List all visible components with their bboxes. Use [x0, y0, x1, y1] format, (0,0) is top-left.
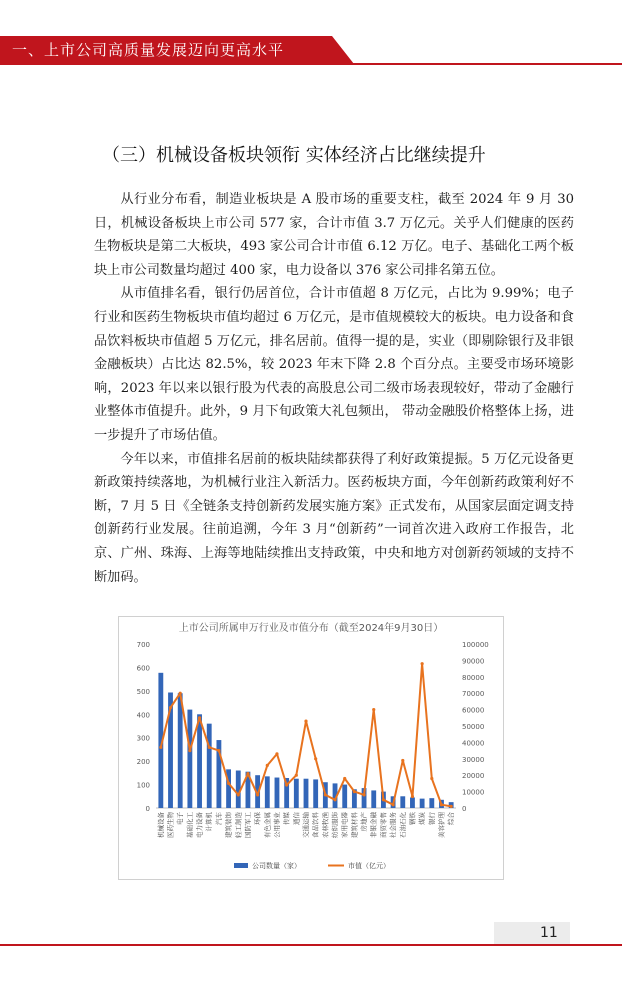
category-tick-label: 轻工制造: [234, 812, 243, 838]
point-market-cap: [188, 749, 191, 752]
category-tick-label: 石油石化: [398, 812, 407, 838]
chart-svg: [118, 616, 504, 880]
category-tick-label: 非银金融: [369, 812, 378, 838]
point-market-cap: [362, 793, 365, 796]
category-tick-label: 美容护理: [437, 812, 446, 838]
left-axis-tick-label: 700: [136, 641, 150, 649]
point-market-cap: [421, 662, 424, 665]
point-market-cap: [411, 795, 414, 798]
right-axis-tick-label: 60000: [462, 706, 485, 715]
category-tick-label: 机械设备: [156, 812, 165, 838]
right-axis-tick-label: 70000: [462, 690, 485, 699]
point-market-cap: [159, 746, 162, 749]
right-axis-tick-label: 0: [462, 805, 467, 813]
bar-company-count: [420, 799, 425, 808]
point-market-cap: [333, 798, 336, 801]
category-tick-label: 电力设备: [195, 812, 204, 838]
point-market-cap: [372, 708, 375, 711]
footer-divider: [0, 944, 622, 946]
category-tick-label: 汽车: [214, 812, 223, 825]
bar-company-count: [265, 776, 270, 808]
category-tick-label: 煤炭: [418, 812, 427, 825]
bar-company-count: [197, 714, 202, 808]
bar-company-count: [400, 796, 405, 808]
category-tick-label: 农林牧渔: [321, 812, 330, 838]
right-axis-tick-label: 100000: [462, 641, 489, 649]
category-tick-label: 综合: [447, 812, 456, 825]
point-market-cap: [304, 719, 307, 722]
category-tick-label: 食品饮料: [311, 812, 320, 838]
chart-title: 上市公司所属申万行业及市值分布（截至2024年9月30日）: [178, 623, 444, 634]
category-tick-label: 建筑装饰: [224, 812, 233, 838]
point-market-cap: [169, 706, 172, 709]
category-tick-label: 环保: [253, 812, 262, 825]
bar-company-count: [178, 693, 183, 808]
point-market-cap: [198, 716, 201, 719]
legend-swatch-company-count: [234, 863, 248, 868]
left-axis-tick-label: 400: [136, 711, 150, 720]
bar-company-count: [313, 779, 318, 808]
header-divider: [0, 63, 622, 65]
point-market-cap: [208, 746, 211, 749]
category-tick-label: 传媒: [282, 812, 291, 825]
category-tick-label: 钢铁: [408, 812, 417, 825]
page-number: 11: [540, 925, 558, 941]
category-tick-label: 纺织服饰: [331, 812, 340, 838]
chart-frame: [119, 617, 504, 880]
point-market-cap: [217, 749, 220, 752]
point-market-cap: [450, 805, 453, 808]
category-tick-label: 建筑材料: [350, 812, 359, 838]
category-tick-label: 社会服务: [389, 812, 398, 838]
right-axis-tick-label: 90000: [462, 657, 485, 666]
point-market-cap: [285, 783, 288, 786]
point-market-cap: [227, 782, 230, 785]
category-tick-label: 计算机: [205, 812, 214, 832]
point-market-cap: [256, 793, 259, 796]
paragraph-industry-distribution: 从行业分布看，制造业板块是 A 股市场的重要支柱，截至 2024 年 9 月 30 日，机械设备板块上市公司 577 家，合计市值 3.7 万亿元。关乎人们健康的医药生物板块是第二大板块，493 家公司合计市值 6.12 万亿。电子、基础化工两个板块上市公司数量均超过 400 家，电力设备以 376 家公司排名第五位。: [94, 192, 574, 278]
bar-company-count: [410, 797, 415, 808]
right-axis-tick-label: 80000: [462, 673, 485, 682]
category-tick-label: 公用事业: [272, 812, 281, 838]
point-market-cap: [430, 777, 433, 780]
category-tick-label: 国防军工: [243, 812, 252, 838]
point-market-cap: [237, 793, 240, 796]
point-market-cap: [401, 759, 404, 762]
left-axis-tick-label: 300: [136, 734, 150, 743]
page-number-box: [494, 922, 570, 944]
industry-distribution-chart: [118, 616, 504, 880]
point-market-cap: [246, 772, 249, 775]
category-tick-label: 家用电器: [340, 812, 349, 838]
bar-company-count: [275, 778, 280, 808]
category-tick-label: 电子: [176, 812, 185, 825]
category-tick-label: 基础化工: [185, 812, 194, 838]
point-market-cap: [353, 790, 356, 793]
chapter-title: 一、上市公司高质量发展迈向更高水平: [12, 41, 285, 59]
point-market-cap: [343, 777, 346, 780]
category-tick-label: 房地产: [360, 812, 369, 832]
point-market-cap: [295, 774, 298, 777]
left-axis-tick-label: 600: [136, 664, 150, 673]
left-axis-tick-label: 100: [136, 781, 150, 790]
bar-company-count: [294, 779, 299, 808]
point-market-cap: [266, 764, 269, 767]
point-market-cap: [275, 752, 278, 755]
bar-company-count: [187, 710, 192, 808]
point-market-cap: [179, 692, 182, 695]
right-axis-tick-label: 50000: [462, 723, 485, 731]
legend-label-company-count: 公司数量（家）: [252, 862, 301, 870]
left-axis-tick-label: 500: [136, 687, 150, 696]
body-text: [94, 188, 574, 589]
point-market-cap: [391, 803, 394, 806]
point-market-cap: [314, 757, 317, 760]
bar-company-count: [207, 724, 212, 808]
category-tick-label: 有色金属: [263, 812, 272, 838]
category-tick-label: 商贸零售: [379, 812, 388, 838]
category-tick-label: 银行: [427, 812, 436, 825]
category-tick-label: 通信: [292, 812, 301, 825]
right-axis-tick-label: 30000: [462, 755, 485, 764]
bar-company-count: [429, 798, 434, 808]
category-tick-label: 医药生物: [166, 812, 175, 838]
legend-label-market-cap: 市值（亿元）: [348, 862, 390, 870]
category-tick-label: 交通运输: [302, 812, 310, 838]
bar-company-count: [371, 790, 376, 808]
right-axis-tick-label: 40000: [462, 739, 485, 748]
point-market-cap: [440, 803, 443, 806]
left-axis-tick-label: 0: [145, 805, 150, 813]
paragraph-policy-support: 今年以来，市值排名居前的板块陆续都获得了利好政策提振。5 万亿元设备更新政策持续落地，为机械行业注入新活力。医药板块方面，今年创新药政策利好不断，7 月 5 日《全链条支持创新药发展实施方案》正式发布，从国家层面定调支持创新药行业发展。往前追溯，今年 3 月“创新药”一词首次进入政府工作报告，北京、广州、珠海、上海等地陆续推出支持政策，中央和地方对创新药领域的支持不断加码。: [94, 451, 574, 585]
bar-company-count: [304, 779, 309, 808]
bar-company-count: [342, 785, 347, 808]
point-market-cap: [382, 798, 385, 801]
paragraph-market-cap-ranking: 从市值排名看，银行仍居首位，合计市值超 8 万亿元，占比为 9.99%；电子行业和医药生物板块市值均超过 6 万亿元，是市值规模较大的板块。电力设备和食品饮料板块市值超 5 万亿元，排名居前。值得一提的是，实业（即剔除银行及非银金融板块）占比达 82.5%，较 2023 年末下降 2.8 个百分点。主要受市场环境影响，2023 年以来以银行股为代表的高股息公司二级市场表现较好，带动了金融行业整体市值提升。此外，9 月下旬政策大礼包频出， 带动金融股价格整体上扬，进一步提升了市场估值。: [94, 286, 574, 443]
right-axis-tick-label: 10000: [462, 788, 485, 797]
left-axis-tick-label: 200: [136, 758, 150, 767]
point-market-cap: [324, 793, 327, 796]
section-title: （三）机械设备板块领衔 实体经济占比继续提升: [102, 145, 486, 166]
right-axis-tick-label: 20000: [462, 772, 485, 781]
